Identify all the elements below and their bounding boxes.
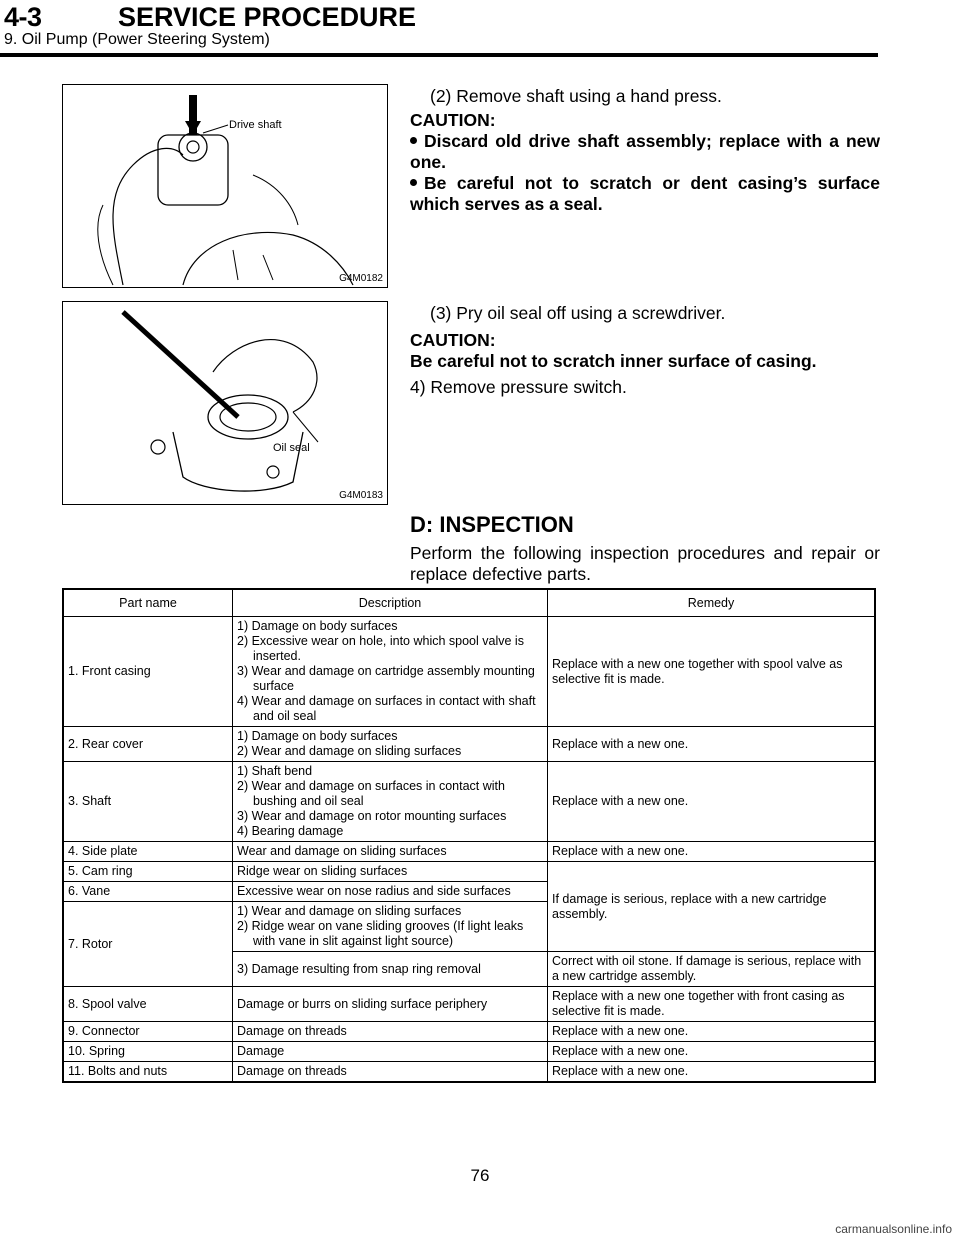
table-row — [63, 762, 875, 842]
figure-oil-seal — [62, 301, 388, 505]
column-header: Remedy — [548, 589, 876, 617]
remedy-cell: Correct with oil stone. If damage is serious, replace with a new cartridge assembly. — [548, 952, 876, 987]
table-row — [63, 1062, 875, 1083]
inspection-heading: D: INSPECTION — [410, 512, 574, 537]
table-header-row — [63, 589, 875, 617]
oil-seal-callout: Oil seal — [273, 442, 310, 454]
table-row — [63, 1022, 875, 1042]
caution-label: CAUTION: — [410, 330, 496, 350]
part-cell: 7. Rotor — [63, 902, 233, 987]
description-cell: Ridge wear on sliding surfaces — [233, 862, 548, 882]
step-4-text: 4) Remove pressure switch. — [410, 377, 627, 397]
part-cell: 2. Rear cover — [63, 727, 233, 762]
column-header: Part name — [63, 589, 233, 617]
description-cell: Wear and damage on sliding surfaces — [233, 842, 548, 862]
description-cell: Damage on threads — [233, 1062, 548, 1083]
remedy-cell: Replace with a new one. — [548, 842, 876, 862]
remedy-cell: Replace with a new one. — [548, 1042, 876, 1062]
remedy-cell: Replace with a new one. — [548, 1062, 876, 1083]
remedy-cell: Replace with a new one together with spool valve as selective fit is made. — [548, 617, 876, 727]
inspection-table — [62, 588, 876, 1083]
page-number: 76 — [470, 1166, 490, 1185]
remedy-cell: If damage is serious, replace with a new cartridge assembly. — [548, 862, 876, 952]
figure-drive-shaft — [62, 84, 388, 288]
part-cell: 3. Shaft — [63, 762, 233, 842]
description-cell: Damage on threads — [233, 1022, 548, 1042]
table-row — [63, 862, 875, 882]
part-cell: 6. Vane — [63, 882, 233, 902]
caution-bullet: Discard old drive shaft assembly; replace with a new one. — [410, 131, 880, 172]
step-2-block — [410, 86, 880, 215]
drive-shaft-illustration — [63, 85, 387, 287]
description-cell: Damage — [233, 1042, 548, 1062]
description-cell: Excessive wear on nose radius and side surfaces — [233, 882, 548, 902]
description-cell: 1) Damage on body surfaces 2) Wear and damage on sliding surfaces — [233, 727, 548, 762]
description-cell: 1) Wear and damage on sliding surfaces 2) Ridge wear on vane sliding grooves (If light leaks with vane in slit against light source) — [233, 902, 548, 952]
watermark: carmanualsonline.info — [835, 1222, 952, 1236]
caution-label: CAUTION: — [410, 110, 496, 130]
oil-seal-illustration — [63, 302, 387, 504]
column-header: Description — [233, 589, 548, 617]
part-cell: 4. Side plate — [63, 842, 233, 862]
remedy-cell: Replace with a new one. — [548, 1022, 876, 1042]
description-cell: Damage or burrs on sliding surface periphery — [233, 987, 548, 1022]
step-3-block — [410, 303, 880, 398]
description-cell: 1) Damage on body surfaces 2) Excessive wear on hole, into which spool valve is inserted. 3) Wear and damage on cartridge assembly mounting surface 4) Wear and damage on surfaces in contact with shaft and oil seal — [233, 617, 548, 727]
remedy-cell: Replace with a new one together with front casing as selective fit is made. — [548, 987, 876, 1022]
description-cell: 1) Shaft bend 2) Wear and damage on surfaces in contact with bushing and oil seal 3) Wear and damage on rotor mounting surfaces 4) Bearing damage — [233, 762, 548, 842]
header-rule — [0, 53, 878, 57]
part-cell: 10. Spring — [63, 1042, 233, 1062]
caution-bullet: Be careful not to scratch or dent casing’s surface which serves as a seal. — [410, 173, 880, 214]
inspection-intro: Perform the following inspection procedures and repair or replace defective parts. — [410, 543, 880, 584]
bullet-icon — [410, 137, 417, 144]
part-cell: 1. Front casing — [63, 617, 233, 727]
section-title: SERVICE PROCEDURE — [118, 2, 417, 32]
part-cell: 8. Spool valve — [63, 987, 233, 1022]
caution-text: Be careful not to scratch inner surface of casing. — [410, 351, 817, 371]
description-cell: 3) Damage resulting from snap ring removal — [233, 952, 548, 987]
table-row — [63, 1042, 875, 1062]
table-row — [63, 617, 875, 727]
remedy-cell: Replace with a new one. — [548, 727, 876, 762]
table-row — [63, 987, 875, 1022]
remedy-cell: Replace with a new one. — [548, 762, 876, 842]
section-number: 4-3 — [4, 2, 42, 32]
part-cell: 9. Connector — [63, 1022, 233, 1042]
table-row — [63, 842, 875, 862]
part-cell: 5. Cam ring — [63, 862, 233, 882]
part-cell: 11. Bolts and nuts — [63, 1062, 233, 1083]
figure-id: G4M0183 — [339, 490, 383, 501]
table-row — [63, 727, 875, 762]
step-2-text: (2) Remove shaft using a hand press. — [430, 86, 722, 106]
page-subtitle: 9. Oil Pump (Power Steering System) — [4, 31, 270, 48]
drive-shaft-callout: Drive shaft — [229, 119, 282, 131]
step-3-text: (3) Pry oil seal off using a screwdriver. — [430, 303, 726, 323]
figure-id: G4M0182 — [339, 273, 383, 284]
bullet-icon — [410, 179, 417, 186]
